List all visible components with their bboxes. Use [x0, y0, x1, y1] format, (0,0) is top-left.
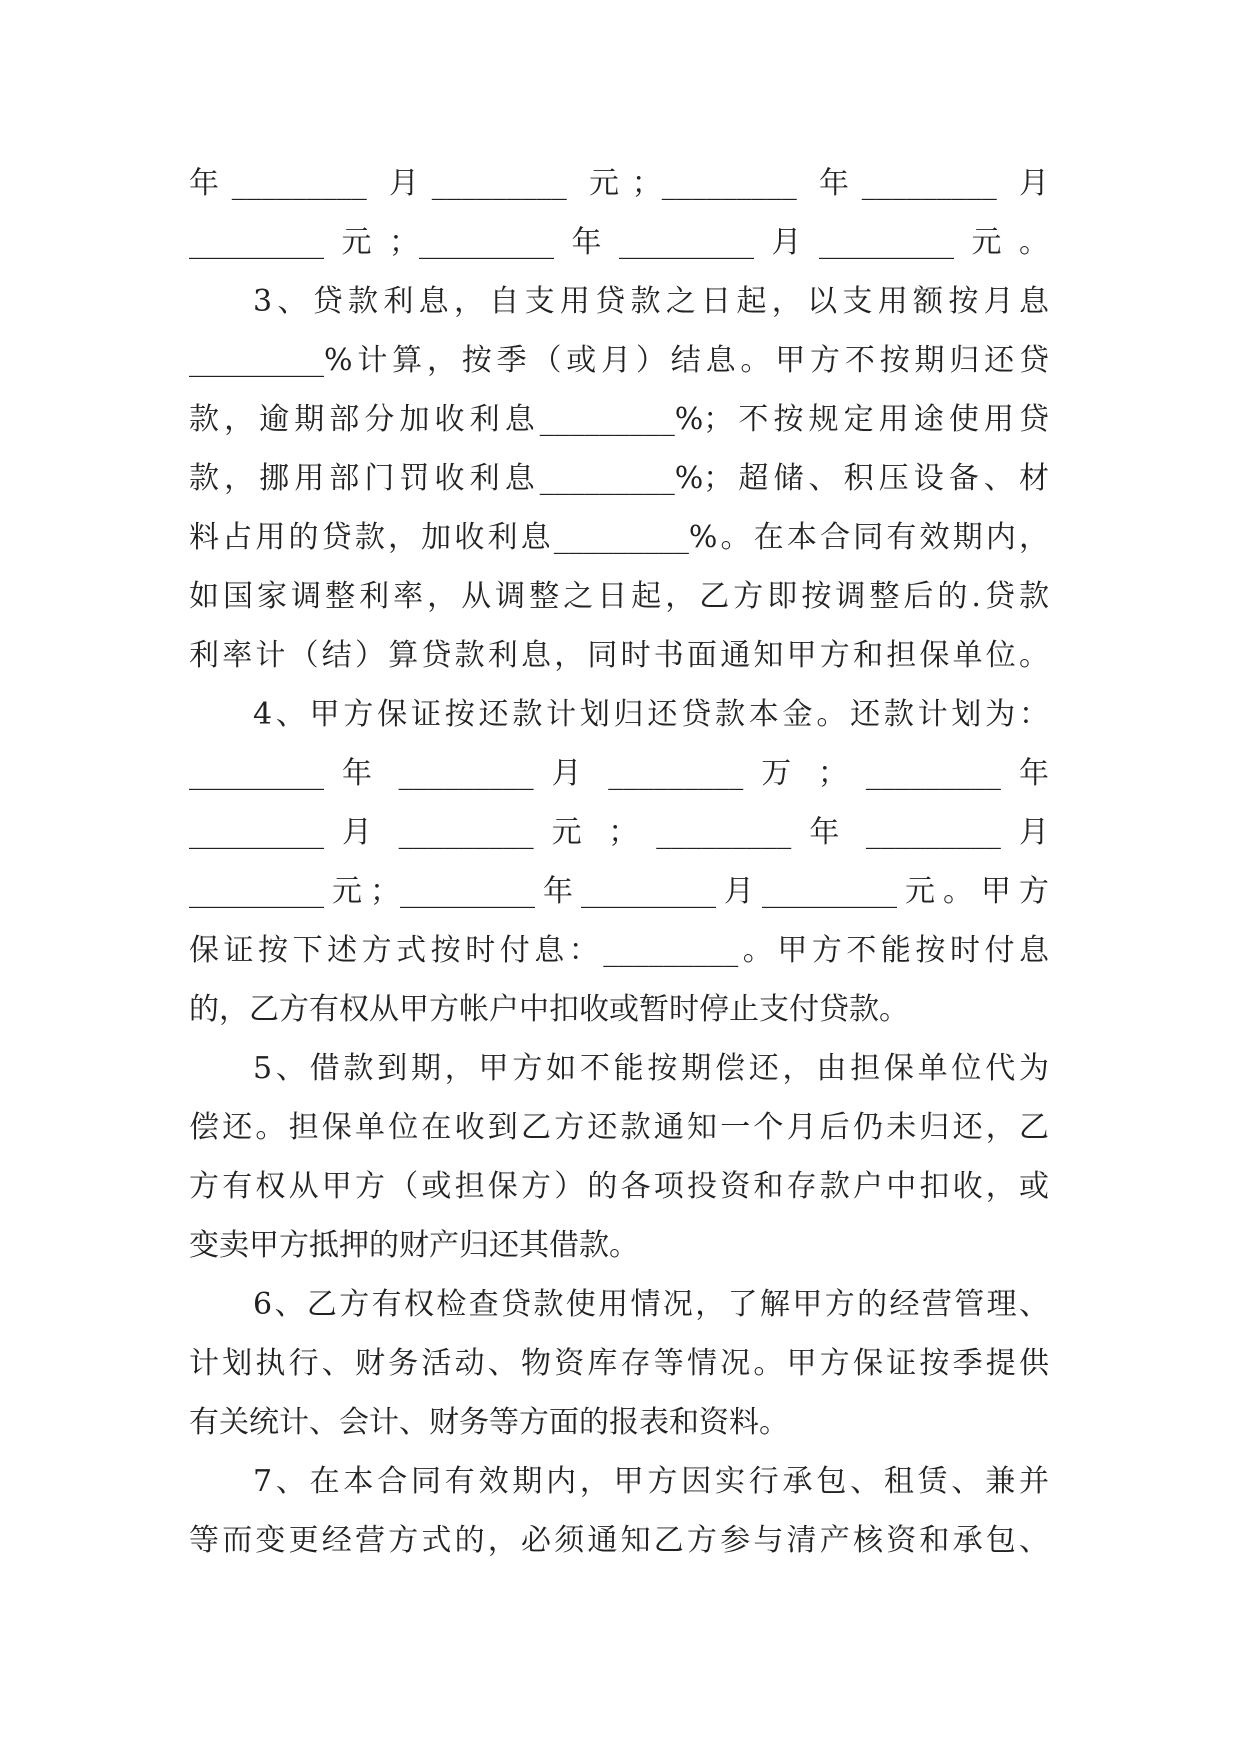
text-line: 年_________ 月_________ 元；_________ 年_________ 月: [189, 166, 1049, 201]
text-line: 款，逾期部分加收利息_________%；不按规定用途使用贷: [189, 402, 1049, 437]
paragraph-start-line: 5、借款到期，甲方如不能按期偿还，由担保单位代为: [253, 1051, 1049, 1086]
text-line: 偿还。担保单位在收到乙方还款通知一个月后仍未归还，乙: [189, 1110, 1049, 1145]
text-line: 变卖甲方抵押的财产归还其借款。: [189, 1228, 639, 1263]
paragraph-start-line: 4、甲方保证按还款计划归还贷款本金。还款计划为：: [253, 697, 1049, 732]
text-line: _________ 月 _________ 元 ； _________ 年 _________ 月: [189, 815, 1049, 850]
text-line: 如国家调整利率，从调整之日起，乙方即按调整后的.贷款: [189, 579, 1049, 614]
text-line: 料占用的贷款，加收利息_________%。在本合同有效期内，: [189, 520, 1049, 555]
text-line: 计划执行、财务活动、物资库存等情况。甲方保证按季提供: [189, 1346, 1049, 1381]
text-line: 的，乙方有权从甲方帐户中扣收或暂时停止支付贷款。: [189, 992, 909, 1027]
text-line: _________ 年 _________ 月 _________ 万 ； _________ 年: [189, 756, 1049, 791]
text-line: _________元；_________年_________月_________元。: [189, 225, 1049, 260]
text-line: _________%计算，按季（或月）结息。甲方不按期归还贷: [189, 343, 1049, 378]
text-line: 利率计（结）算贷款利息，同时书面通知甲方和担保单位。: [189, 638, 1049, 673]
text-line: 款，挪用部门罚收利息_________%；超储、积压设备、材: [189, 461, 1049, 496]
paragraph-start-line: 3、贷款利息，自支用贷款之日起，以支用额按月息: [253, 284, 1049, 319]
text-line: 等而变更经营方式的，必须通知乙方参与清产核资和承包、: [189, 1523, 1049, 1558]
text-line: 保证按下述方式按时付息：_________。甲方不能按时付息: [189, 933, 1049, 968]
text-line: 方有权从甲方（或担保方）的各项投资和存款户中扣收，或: [189, 1169, 1049, 1204]
paragraph-start-line: 7、在本合同有效期内，甲方因实行承包、租赁、兼并: [253, 1464, 1049, 1499]
text-line: 有关统计、会计、财务等方面的报表和资料。: [189, 1405, 789, 1440]
text-line: _________元；_________年_________月_________元。甲方: [189, 874, 1049, 909]
paragraph-start-line: 6、乙方有权检查贷款使用情况，了解甲方的经营管理、: [253, 1287, 1049, 1322]
